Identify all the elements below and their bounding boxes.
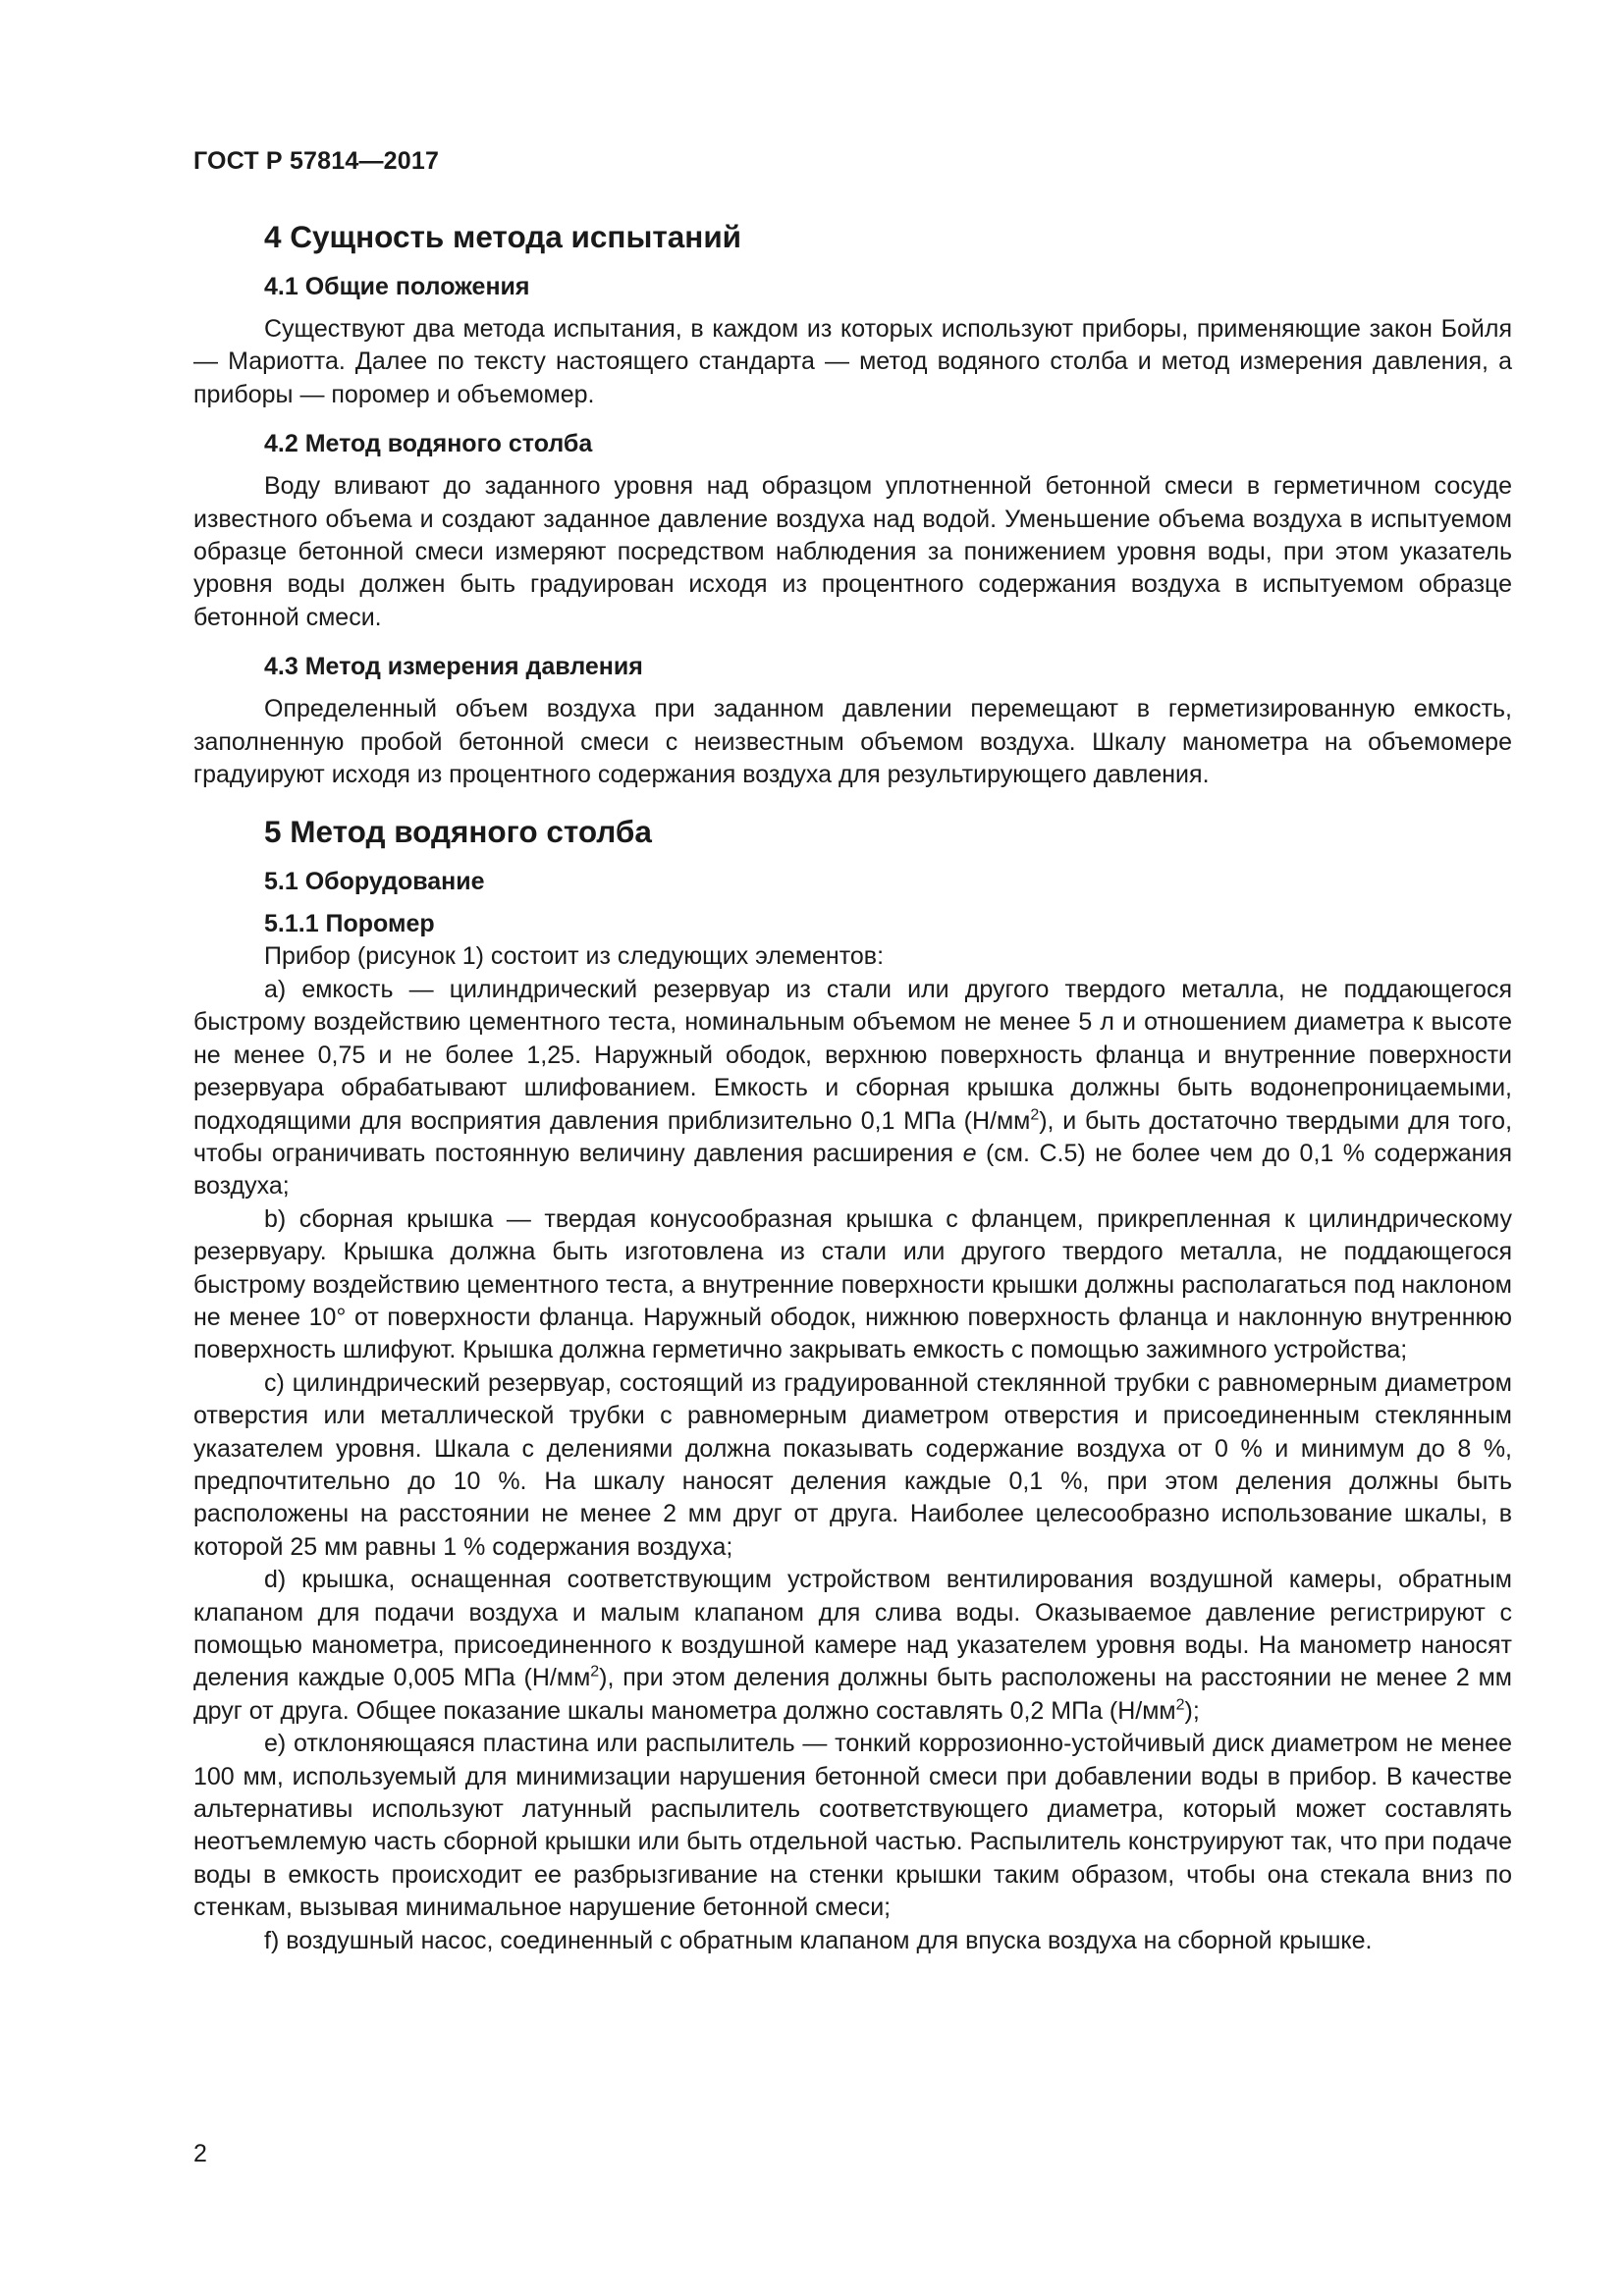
page-number: 2 — [193, 2140, 207, 2167]
list-item-d — [193, 1564, 1512, 1728]
subsection-4-1-text: Существуют два метода испытания, в каждом из которых используют приборы, применяющие закон Бойля — Мариотта. Далее по тексту настоящего стандарта — метод водяного столба и метод измерения давления, а приборы — поромер и объемомер. — [193, 315, 1512, 408]
item-d-text-1: d) крышка, оснащенная соответствующим устройством вентилирования воздушной камеры, обратным клапаном для подачи воздуха и малым клапаном для слива воды. Оказываемое давление регистрируют с помощью манометра, присоединенного к воздушной камере над указателем уровня воды. На манометр наносят деления каждые 0,005 МПа (Н/мм — [193, 1566, 1512, 1692]
item-a-text-3: (см. С.5) не более чем до 0,1 % содержания воздуха; — [193, 1139, 1512, 1201]
list-item-b: b) сборная крышка — твердая конусообразная крышка с фланцем, прикрепленная к цилиндрическому резервуару. Крышка должна быть изготовлена из стали или другого твердого металла, не поддающегося быстрому воздействию цементного теста, а внутренние поверхности крышки должны располагаться под наклоном не менее 10° от поверхности фланца. Наружный ободок, нижнюю поверхность фланца и наклонную внутреннюю поверхность шлифуют. Крышка должна герметично закрывать емкость с помощью зажимного устройства; — [193, 1204, 1512, 1364]
subsection-4-2-title: 4.2 Метод водяного столба — [264, 430, 593, 458]
document-code-header: ГОСТ Р 57814—2017 — [193, 147, 440, 175]
subsection-4-1-title: 4.1 Общие положения — [264, 273, 530, 300]
list-item-a — [193, 974, 1512, 1203]
list-item-f: f) воздушный насос, соединенный с обратным клапаном для впуска воздуха на сборной крышке. — [264, 1926, 1373, 1954]
item-d-superscript-2: 2 — [1175, 1696, 1185, 1714]
item-d-text-3: ); — [1184, 1696, 1200, 1725]
item-a-superscript: 2 — [1030, 1106, 1040, 1124]
subsection-4-2-text: Воду вливают до заданного уровня над образцом уплотненной бетонной смеси в герметичном сосуде известного объема и создают заданное давление воздуха над водой. Уменьшение объема воздуха в испытуемом образце бетонной смеси измеряют посредством наблюдения за понижением уровня воды, при этом указатель уровня воды должен быть градуирован исходя из процентного содержания воздуха в испытуемом образце бетонной смеси. — [193, 472, 1512, 631]
section-4-title: 4 Сущность метода испытаний — [264, 219, 742, 254]
section-5-title: 5 Метод водяного столба — [264, 814, 652, 850]
item-a-variable: e — [962, 1139, 977, 1167]
subsection-4-3-text: Определенный объем воздуха при заданном давлении перемещают в герметизированную емкость, заполненную пробой бетонной смеси с неизвестным объемом воздуха. Шкалу манометра на объемомере градуируют исходя из процентного содержания воздуха для результирующего давления. — [193, 695, 1512, 789]
list-item-e: e) отклоняющаяся пластина или распылитель — тонкий коррозионно-устойчивый диск диаметром не менее 100 мм, используемый для минимизации нарушения бетонной смеси при добавлении воды в прибор. В качестве альтернативы используют латунный распылитель соответствующего диаметра, который может составлять неотъемлемую часть сборной крышки или быть отдельной частью. Распылитель конструируют так, что при подаче воды в емкость происходит ее разбрызгивание на стенки крышки таким образом, чтобы она стекала вниз по стенкам, вызывая минимальное нарушение бетонной смеси; — [193, 1730, 1512, 1922]
item-a-text-1: a) емкость — цилиндрический резервуар из стали или другого твердого металла, не поддающегося быстрому воздействию цементного теста, номинальным объемом не менее 5 л и отношением диаметра к высоте не менее 0,75 и не более 1,25. Наружный ободок, верхнюю поверхность фланца и внутренние поверхности резервуара обрабатывают шлифованием. Емкость и сборная крышка должны быть водонепроницаемыми, подходящими для восприятия давления приблизительно 0,1 МПа (Н/мм — [193, 975, 1512, 1135]
document-body — [193, 218, 1512, 1957]
equipment-intro: Прибор (рисунок 1) состоит из следующих элементов: — [264, 942, 885, 971]
list-item-c: c) цилиндрический резервуар, состоящий из градуированной стеклянной трубки с равномерным диаметром отверстия или металлической трубки с равномерным диаметром отверстия и присоединенным стеклянным указателем уровня. Шкала с делениями должна показывать содержание воздуха от 0 % и минимум до 8 %, предпочтительно до 10 %. На шкалу наносят деления каждые 0,1 %, при этом деления должны быть расположены на расстоянии не менее 2 мм друг от друга. Наиболее целесообразно использование шкалы, в которой 25 мм равны 1 % содержания воздуха; — [193, 1368, 1512, 1561]
subsection-5-1-title: 5.1 Оборудование — [264, 868, 485, 896]
item-a-text-2: ), и быть достаточно твердыми для того, чтобы ограничивать постоянную величину давления расширения — [193, 1106, 1513, 1167]
subsection-4-3-title: 4.3 Метод измерения давления — [264, 653, 643, 681]
item-d-text-2: ), при этом деления должны быть расположены на расстоянии не менее 2 мм друг от друга. Общее показание шкалы манометра должно составлять 0,2 МПа (Н/мм — [193, 1664, 1512, 1725]
subsection-5-1-1-title: 5.1.1 Поромер — [264, 910, 435, 938]
item-d-superscript-1: 2 — [590, 1664, 600, 1682]
